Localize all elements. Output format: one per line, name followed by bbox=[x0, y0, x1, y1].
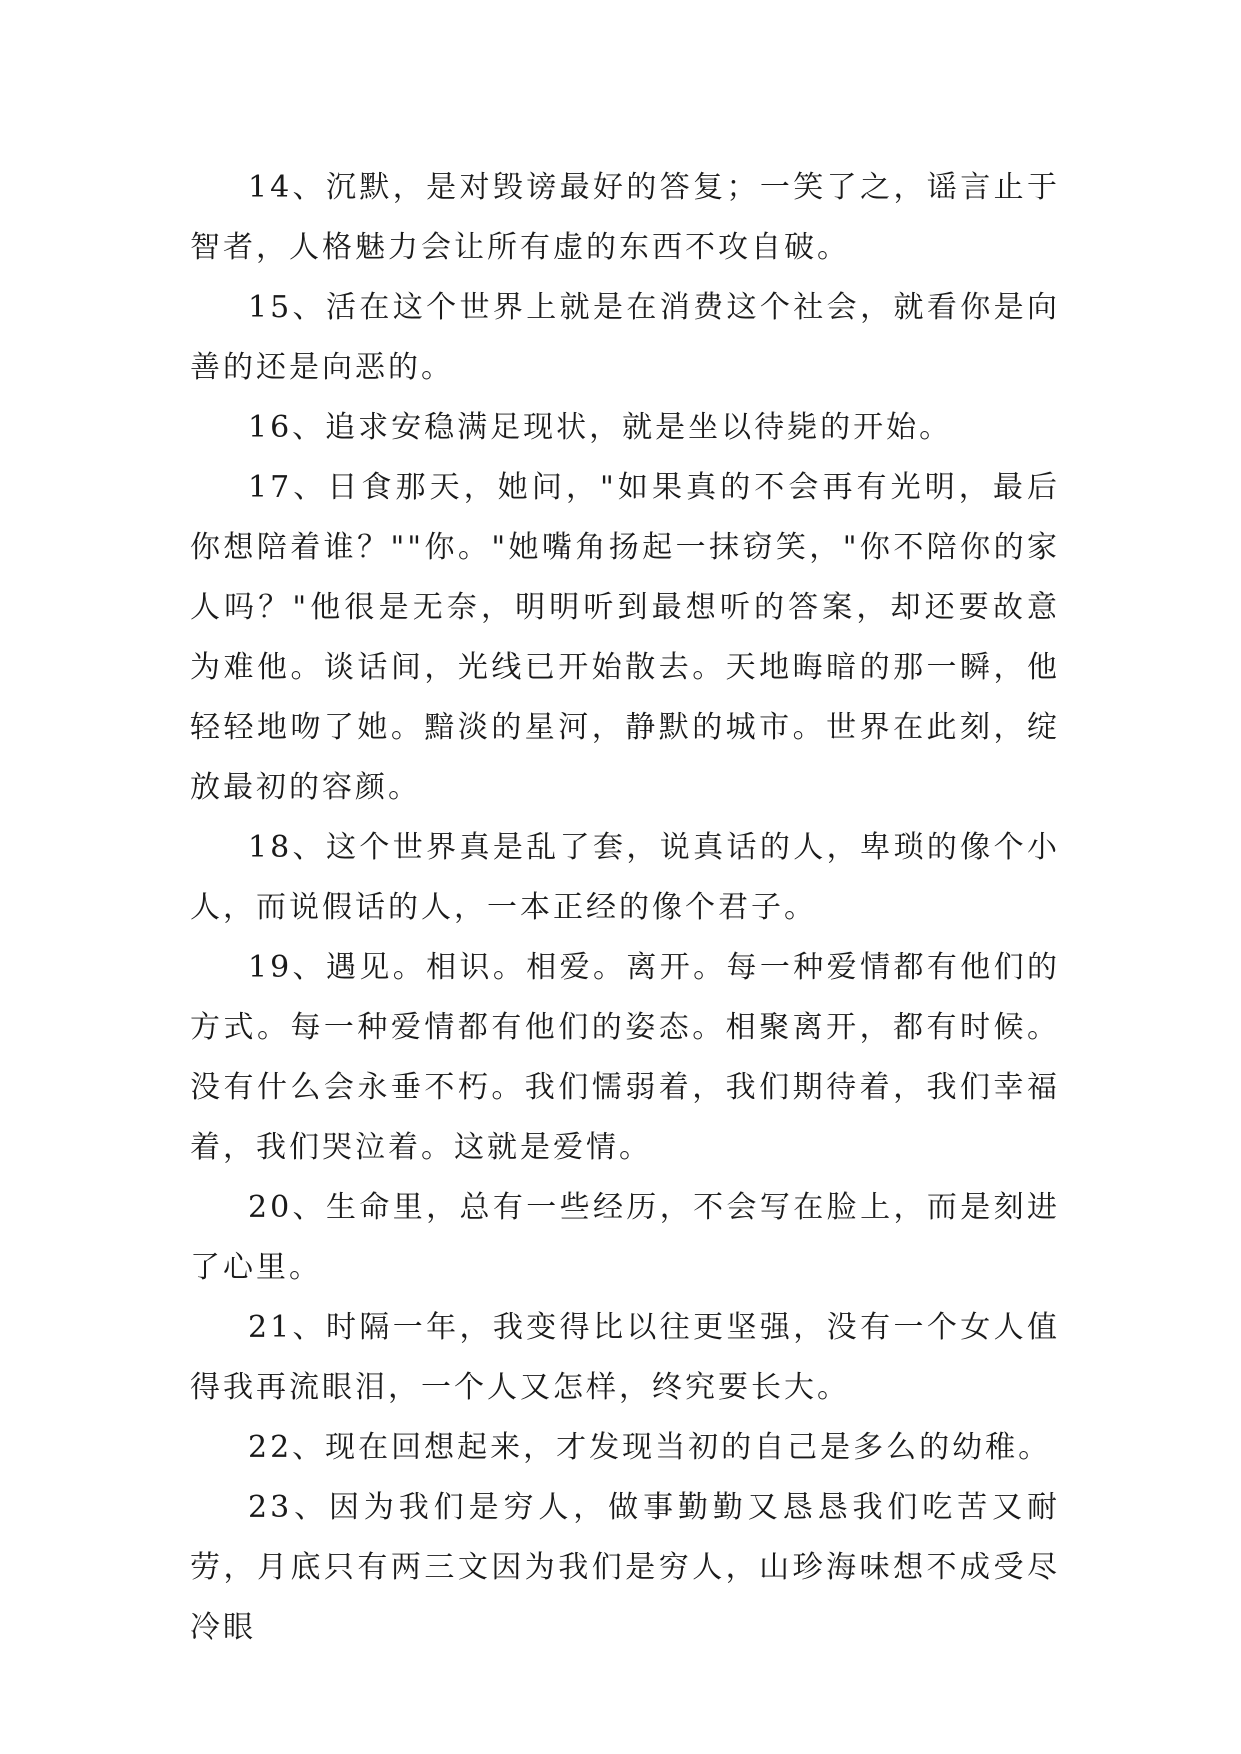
paragraph-20: 20、生命里，总有一些经历，不会写在脸上，而是刻进了心里。 bbox=[190, 1190, 1060, 1285]
paragraph-17: 17、日食那天，她问，"如果真的不会再有光明，最后你想陪着谁？""你。"她嘴角扬起一抹窃笑，"你不陪你的家人吗？"他很是无奈，明明听到最想听的答案，却还要故意为难他。谈话间，光线已开始散去。天地晦暗的那一瞬，他轻轻地吻了她。黯淡的星河，静默的城市。世界在此刻，绽放最初的容颜。 bbox=[190, 470, 1060, 805]
paragraph-22: 22、现在回想起来，才发现当初的自己是多么的幼稚。 bbox=[248, 1430, 1052, 1465]
paragraph-21: 21、时隔一年，我变得比以往更坚强，没有一个女人值得我再流眼泪，一个人又怎样，终究要长大。 bbox=[190, 1310, 1060, 1405]
paragraph-15: 15、活在这个世界上就是在消费这个社会，就看你是向善的还是向恶的。 bbox=[190, 290, 1060, 385]
document-body bbox=[190, 158, 1060, 1658]
paragraph-16: 16、追求安稳满足现状，就是坐以待毙的开始。 bbox=[248, 410, 953, 445]
paragraph-23: 23、因为我们是穷人，做事勤勤又恳恳我们吃苦又耐劳，月底只有两三文因为我们是穷人，山珍海味想不成受尽冷眼 bbox=[190, 1490, 1060, 1645]
paragraph-14: 14、沉默，是对毁谤最好的答复；一笑了之，谣言止于智者，人格魅力会让所有虚的东西不攻自破。 bbox=[190, 170, 1060, 265]
paragraph-19: 19、遇见。相识。相爱。离开。每一种爱情都有他们的方式。每一种爱情都有他们的姿态。相聚离开，都有时候。没有什么会永垂不朽。我们懦弱着，我们期待着，我们幸福着，我们哭泣着。这就是爱情。 bbox=[190, 950, 1060, 1165]
paragraph-18: 18、这个世界真是乱了套，说真话的人，卑琐的像个小人，而说假话的人，一本正经的像个君子。 bbox=[190, 830, 1060, 925]
